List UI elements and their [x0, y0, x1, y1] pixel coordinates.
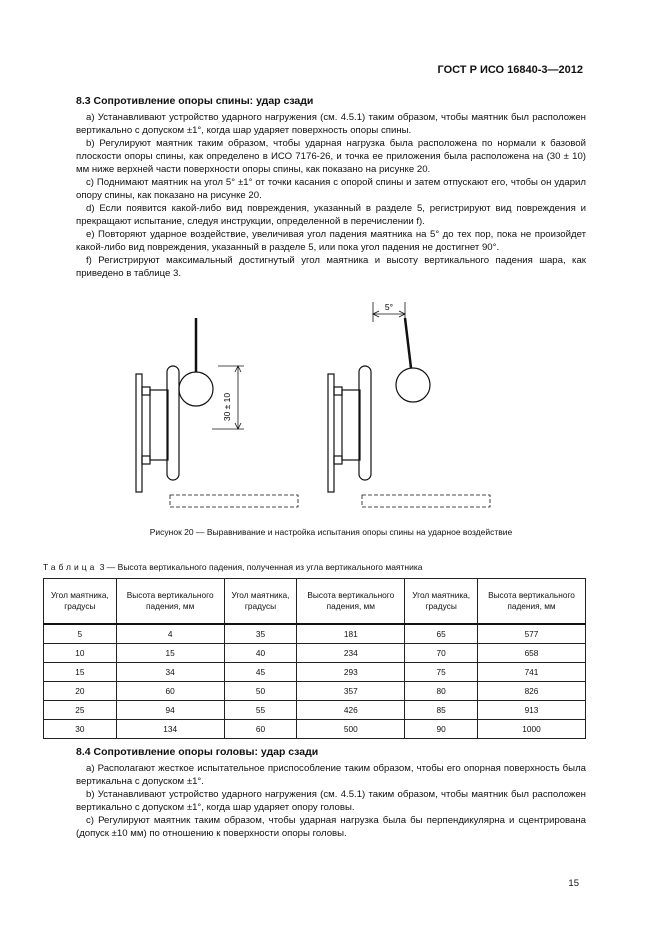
table-cell: 35 [224, 624, 297, 644]
table-cell: 134 [116, 720, 224, 739]
table-cell: 357 [297, 682, 405, 701]
section-title: 8.4 Сопротивление опоры головы: удар сзади [76, 746, 319, 758]
table-cell: 15 [44, 663, 117, 682]
header-cell: Угол маятника, градусы [224, 579, 297, 625]
paragraph-c: c) Поднимают маятник на угол 5° ±1° от точки касания с опорой спины и затем отпускают его, чтобы он ударил опору спины, как показано на рисунке 20. [76, 177, 586, 201]
table-cell: 34 [116, 663, 224, 682]
table-cell: 30 [44, 720, 117, 739]
table-cell: 50 [224, 682, 297, 701]
table-row [44, 682, 586, 701]
table-row [44, 644, 586, 663]
table-cell: 4 [116, 624, 224, 644]
table-caption-text: 3 — Высота вертикального падения, полученная из угла вертикального маятника [99, 562, 423, 572]
table-cell: 60 [116, 682, 224, 701]
paragraph-a: a) Устанавливают устройство ударного нагружения (см. 4.5.1) таким образом, чтобы маятник был расположен вертикально с допуском ±1°, когда шар ударяет поверхность опоры спины. [76, 112, 586, 136]
table-cell: 65 [405, 624, 478, 644]
backrest-frame [136, 374, 142, 492]
table-cell: 94 [116, 701, 224, 720]
paragraph-d: d) Если появится какой-либо вид повреждения, указанный в разделе 5, регистрируют вид повреждения и прекращают испытание, следуя инструкции, определенной в перечислении f). [76, 203, 586, 227]
table-row [44, 701, 586, 720]
table-caption-word: Таблица [43, 562, 98, 572]
table-cell: 40 [224, 644, 297, 663]
table-cell: 658 [477, 644, 585, 663]
table-cell: 15 [116, 644, 224, 663]
mounting-bar [150, 390, 168, 460]
table-cell: 1000 [477, 720, 585, 739]
paragraph-f: f) Регистрируют максимальный достигнутый угол маятника и высоту вертикального падения шара, как приведено в таблице 3. [76, 255, 586, 279]
table-row [44, 720, 586, 739]
table-cell: 181 [297, 624, 405, 644]
table-cell: 90 [405, 720, 478, 739]
header-cell: Высота вертикального падения, мм [116, 579, 224, 625]
table-cell: 500 [297, 720, 405, 739]
table-cell: 913 [477, 701, 585, 720]
table-cell: 20 [44, 682, 117, 701]
table-cell: 577 [477, 624, 585, 644]
figure-20-diagram [130, 292, 510, 517]
table-row [44, 624, 586, 644]
table-cell: 55 [224, 701, 297, 720]
paragraph-b: b) Регулируют маятник таким образом, чтобы ударная нагрузка была расположена по нормали к базовой плоскости опоры спины, как определено в ИСО 7176-26, и точка ее приложения была расположена на (30 ± 10) мм ниже верхней части поверхности опоры спины, как показано на рисунке 20. [76, 138, 586, 175]
page-number: 15 [568, 878, 579, 889]
table-cell: 75 [405, 663, 478, 682]
table-cell: 70 [405, 644, 478, 663]
table-row [44, 663, 586, 682]
table-cell: 10 [44, 644, 117, 663]
table-cell: 741 [477, 663, 585, 682]
paragraph-a: a) Располагают жесткое испытательное приспособление таким образом, чтобы его опорная поверхность была вертикальна с допуском ±1°. [76, 763, 586, 787]
backrest-pad [167, 366, 179, 480]
header-cell: Высота вертикального падения, мм [297, 579, 405, 625]
header-cell: Угол маятника, градусы [405, 579, 478, 625]
paragraph-e: e) Повторяют ударное воздействие, увеличивая угол падения маятника на 5° до тех пор, пока не произойдет какой-либо вид повреждения, указанный в разделе 5, или пока угол падения не достигнет 90°. [76, 229, 586, 253]
table-cell: 85 [405, 701, 478, 720]
table-caption [43, 562, 423, 572]
paragraph-b: b) Устанавливают устройство ударного нагружения (см. 4.5.1) таким образом, чтобы маятник был расположен вертикально с допуском ±1°, когда шар ударяет опору головы. [76, 789, 586, 813]
bracket-bottom [142, 456, 150, 464]
figure-caption: Рисунок 20 — Выравнивание и настройка испытания опоры спины на ударное воздействие [149, 527, 513, 537]
pendulum-ball [179, 372, 213, 406]
table-cell: 293 [297, 663, 405, 682]
table-cell: 826 [477, 682, 585, 701]
header-cell: Высота вертикального падения, мм [477, 579, 585, 625]
table-cell: 25 [44, 701, 117, 720]
section-8-4 [76, 746, 586, 840]
bracket-top [142, 387, 150, 395]
table-cell: 5 [44, 624, 117, 644]
angle-label: 5° [384, 302, 394, 312]
header-cell: Угол маятника, градусы [44, 579, 117, 625]
table-cell: 234 [297, 644, 405, 663]
data-table [43, 578, 586, 739]
table-cell: 60 [224, 720, 297, 739]
dimension-label: 30 ± 10 [222, 392, 232, 422]
document-header: ГОСТ Р ИСО 16840-3—2012 [437, 64, 583, 76]
section-title: 8.3 Сопротивление опоры спины: удар сзади [76, 95, 314, 107]
table-cell: 45 [224, 663, 297, 682]
table-cell: 426 [297, 701, 405, 720]
table-header-row [44, 579, 586, 625]
section-8-3 [76, 95, 586, 280]
paragraph-c: c) Регулируют маятник таким образом, чтобы ударная нагрузка была бы перпендикулярна и сцентрирована (допуск ±10 мм) по отношению к поверхности опоры головы. [76, 815, 586, 839]
table-cell: 80 [405, 682, 478, 701]
